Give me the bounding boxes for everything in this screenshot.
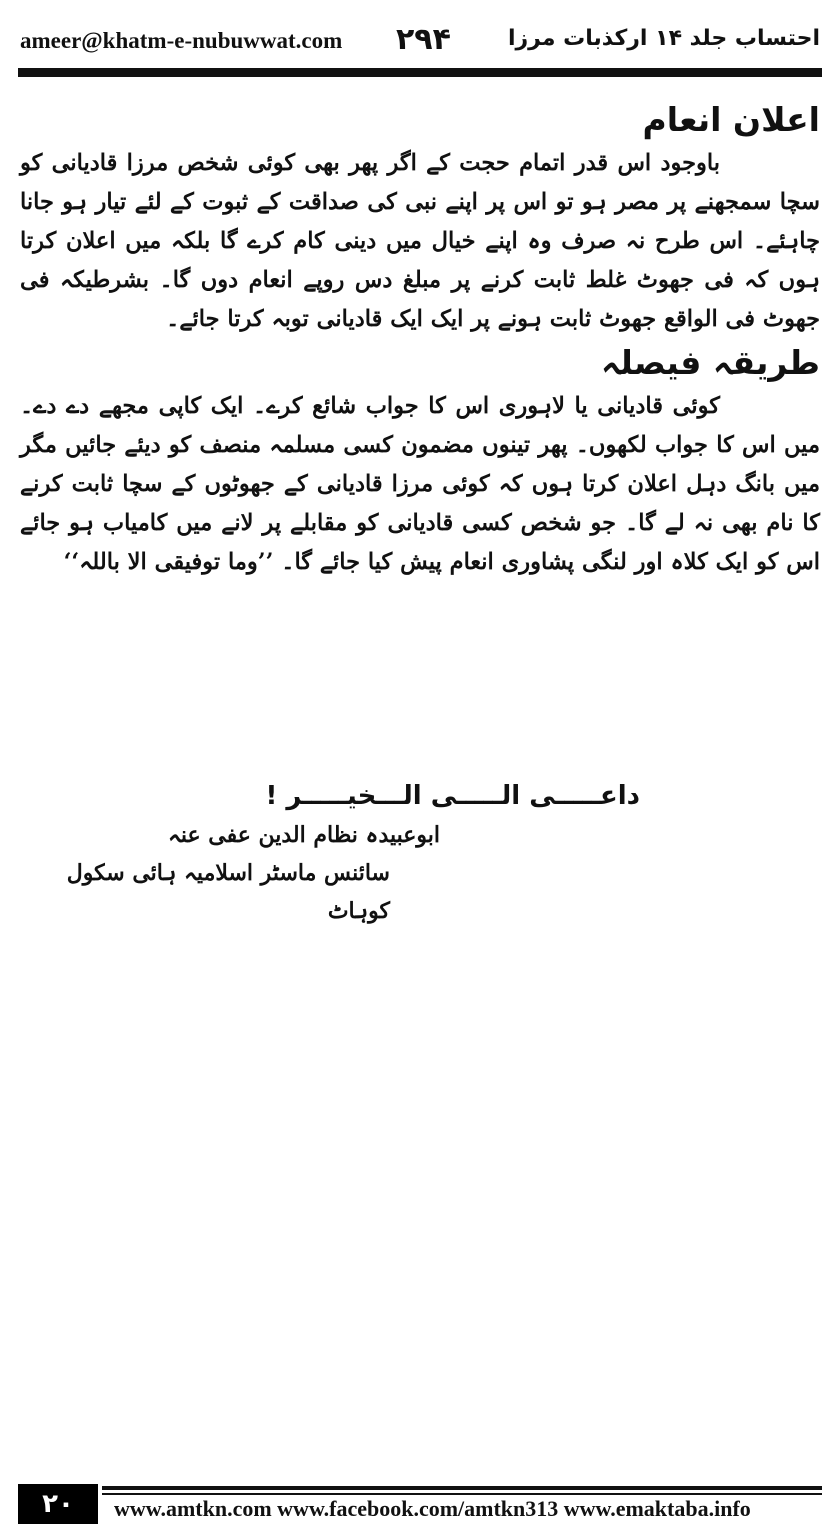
header-page-number: ۲۹۴	[396, 22, 451, 57]
footer-rule-thin	[102, 1493, 822, 1495]
signature-caller: داعـــــی الـــــی الـــخیـــــر !	[265, 781, 640, 811]
header-book-title: احتساب جلد ۱۴ ارکذبات مرزا	[507, 26, 820, 51]
page-body	[20, 96, 820, 582]
footer-rule-thick	[102, 1486, 822, 1490]
section-heading-prize-announcement: اعلان انعام	[642, 100, 820, 139]
header-email: ameer@khatm-e-nubuwwat.com	[20, 28, 343, 53]
prize-announcement-paragraph	[20, 144, 820, 339]
decision-method-text: کوئی قادیانی یا لاہوری اس کا جواب شائع کرے۔ ایک کاپی مجھے دے دے۔ میں اس کا جواب لکھوں۔ پھر تینوں مضمون کسی مسلمہ منصف کو دیئے جائیں مگر میں بانگ دہل اعلان کرتا ہوں کہ کوئی مرزا قادیانی کے جھوٹوں کے سچا ثابت کرنے کا نام بھی نہ لے گا۔ جو شخص کسی قادیانی کو مقابلے پر لانے میں کامیاب ہو جائے اس کو ایک کلاہ اور لنگی پشاوری انعام پیش کیا جائے گا۔ ’’وما توفیقی الا باللہ‘‘	[20, 393, 820, 575]
page-footer	[18, 1484, 822, 1524]
decision-method-paragraph	[20, 387, 820, 582]
prize-announcement-text: باوجود اس قدر اتمام حجت کے اگر پھر بھی کوئی شخص مرزا قادیانی کو سچا سمجھنے پر مصر ہو تو اس پر اپنے نبی کی صداقت کے ثبوت کے لئے تیار ہو جانا چاہئے۔ اس طرح نہ صرف وہ اپنے خیال میں دینی کام کرے گا بلکہ میں اعلان کرتا ہوں کہ فی جھوٹ غلط ثابت کرنے پر مبلغ دس روپے انعام دوں گا۔ بشرطیکہ فی جھوٹ فی الواقع جھوٹ ثابت ہونے پر ایک ایک قادیانی توبہ کرتا جائے۔	[20, 150, 820, 332]
page-header	[18, 18, 822, 62]
footer-page-number: ۲۰	[18, 1484, 98, 1524]
signature-block	[40, 776, 640, 930]
signature-title: سائنس ماسٹر اسلامیہ ہائی سکول کوہاٹ	[66, 860, 390, 924]
section-heading-decision-method: طریقہ فیصلہ	[601, 343, 820, 382]
header-rule	[18, 68, 822, 77]
signature-name: ابوعبیدہ نظام الدین عفی عنہ	[167, 822, 440, 848]
footer-links: www.amtkn.com www.facebook.com/amtkn313 www.emaktaba.info	[114, 1496, 751, 1521]
